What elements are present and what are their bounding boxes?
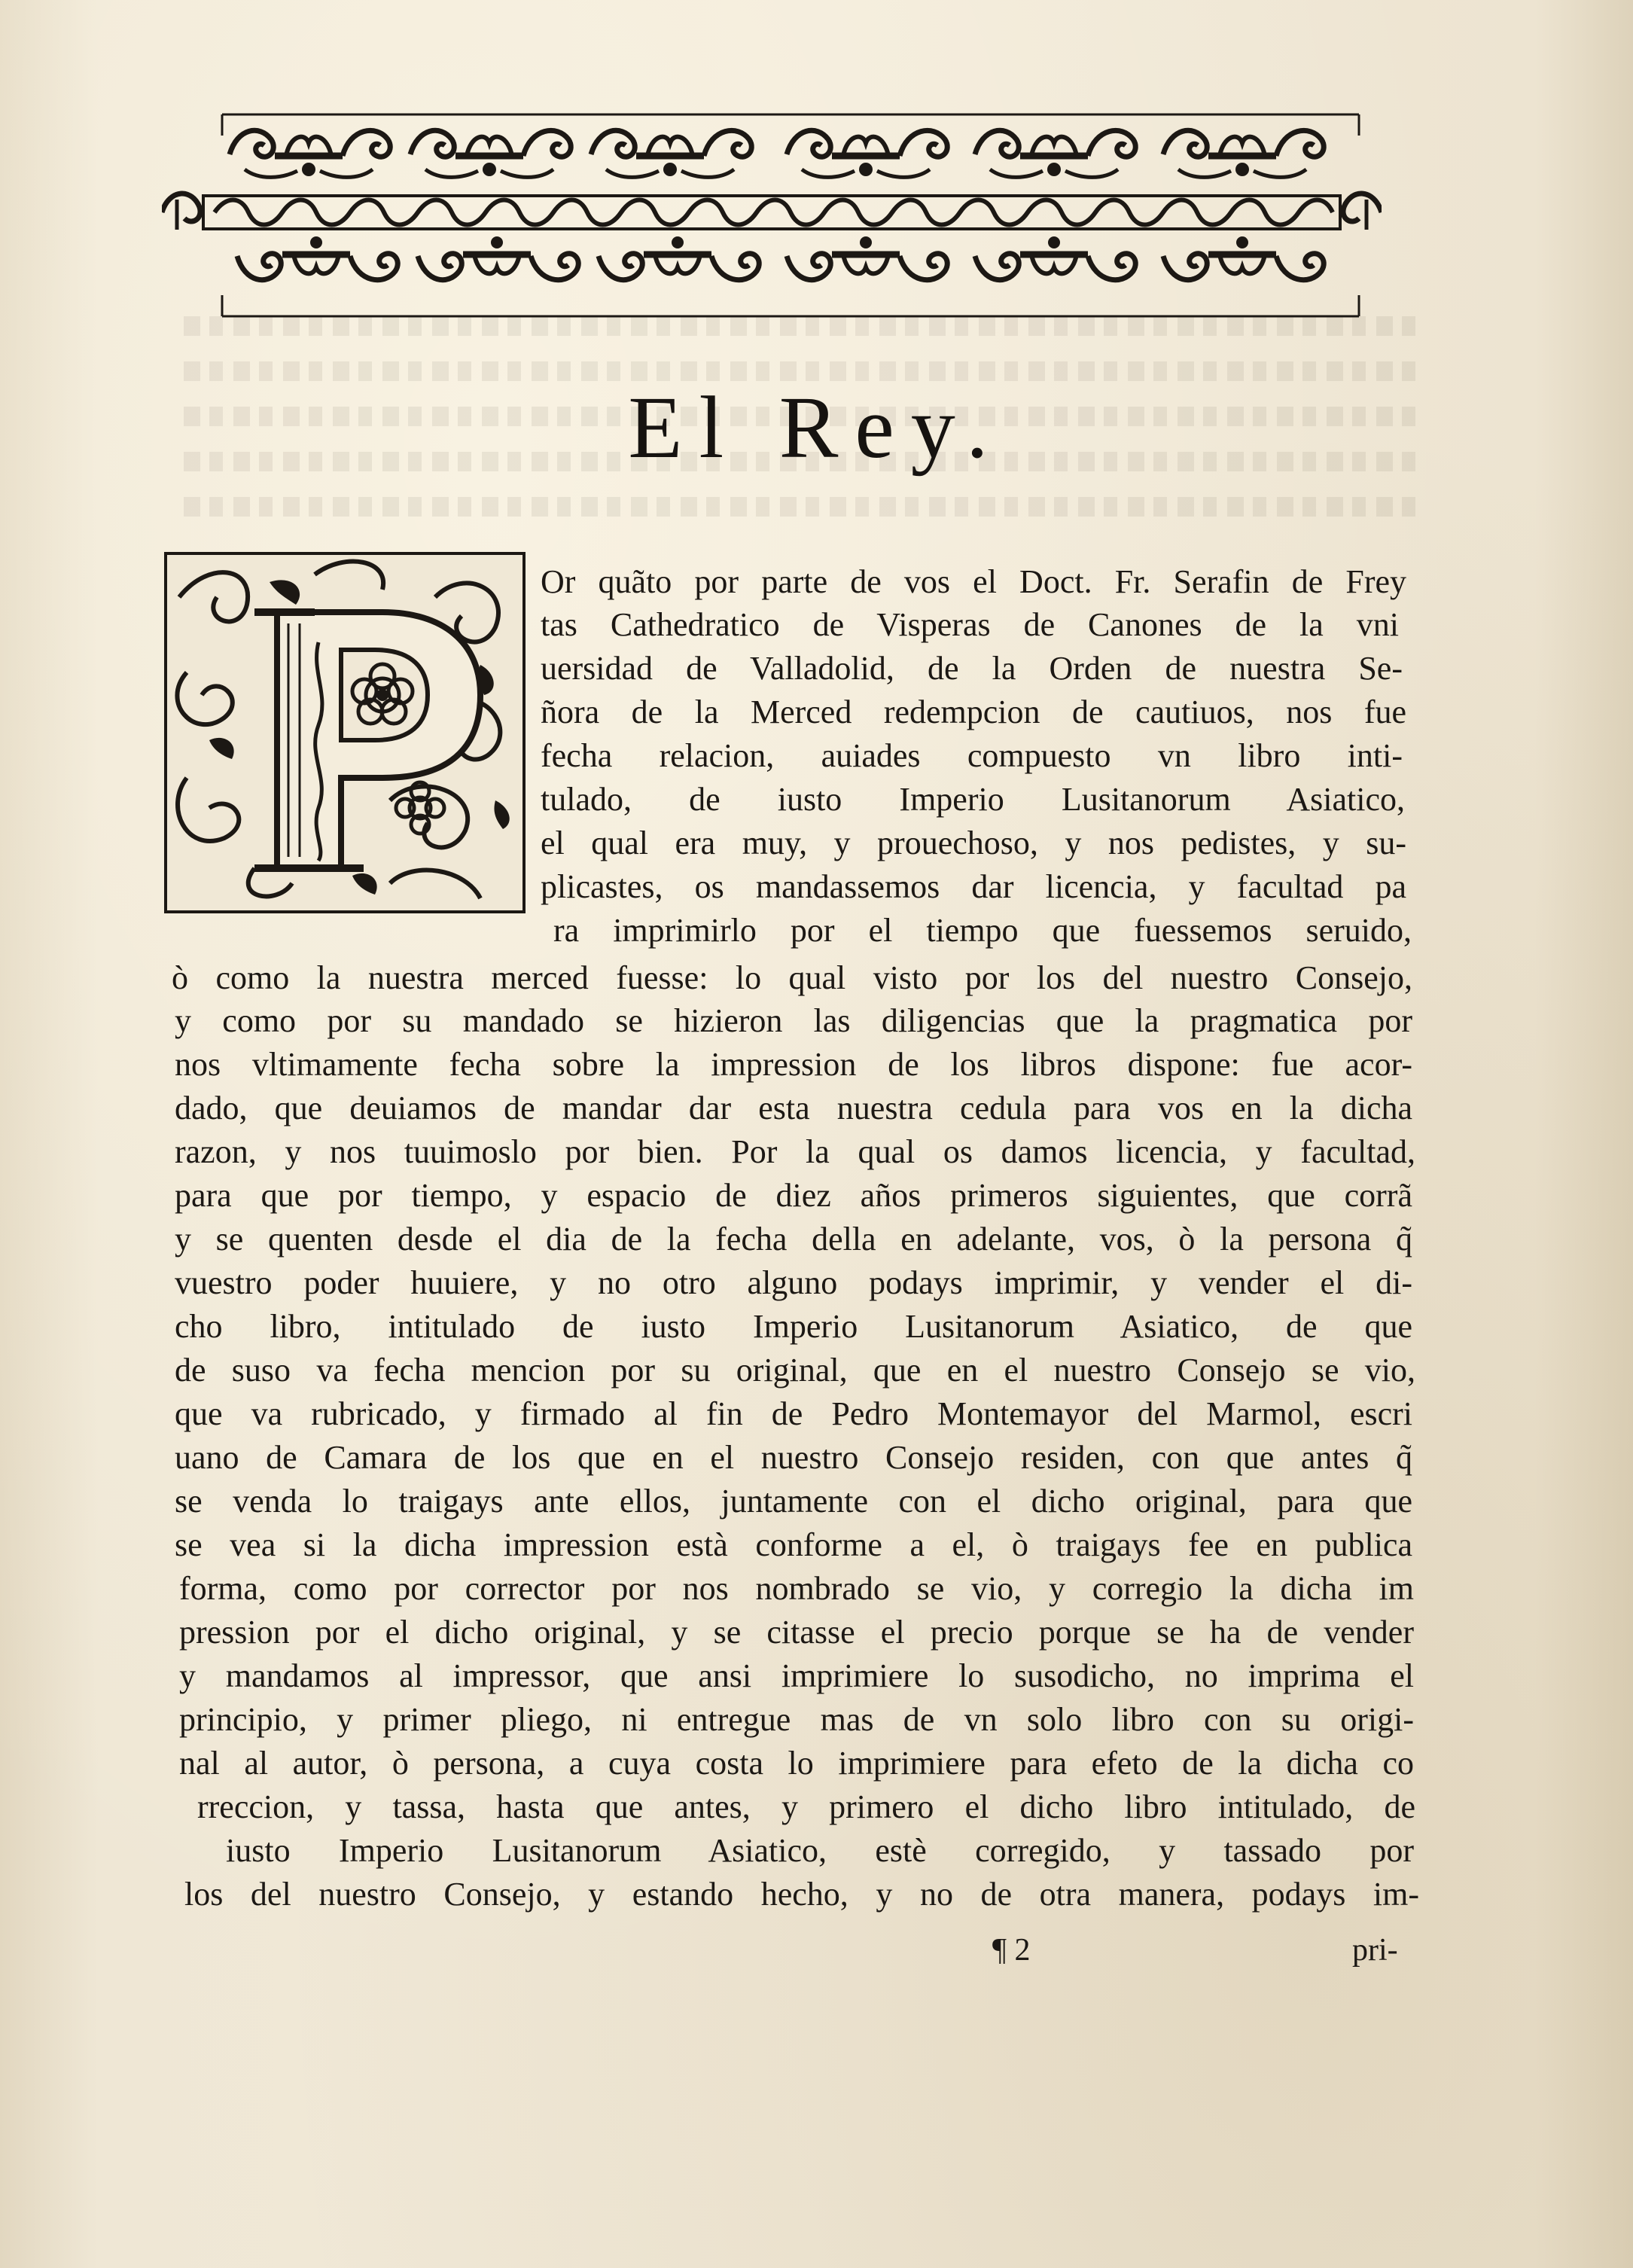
body-line-2: tas Cathedratico de Visperas de Canones de la vni — [541, 606, 1399, 643]
body-line-15: para que por tiempo, y espacio de diez años primeros siguientes, que corrã — [175, 1177, 1412, 1214]
body-line-4: ñora de la Merced redempcion de cautiuos, nos fue — [541, 694, 1406, 730]
body-line-24: forma, como por corrector por nos nombrado se vio, y corregio la dicha im — [179, 1570, 1414, 1607]
body-line-29: rreccion, y tassa, hasta que antes, y primero el dicho libro intitulado, de — [197, 1788, 1415, 1825]
signature-mark: ¶ 2 — [992, 1933, 1031, 1968]
body-line-10: ò como la nuestra merced fuesse: lo qual visto por los del nuestro Consejo, — [172, 959, 1412, 996]
body-line-26: y mandamos al impressor, que ansi imprimiere lo susodicho, no imprima el — [179, 1657, 1414, 1694]
body-line-14: razon, y nos tuuimoslo por bien. Por la qual os damos licencia, y facultad, — [175, 1133, 1415, 1170]
decorated-initial — [164, 552, 526, 913]
body-line-1: Or quãto por parte de vos el Doct. Fr. Serafin de Frey — [541, 563, 1406, 600]
body-line-9: ra imprimirlo por el tiempo que fuessemos seruido, — [553, 912, 1412, 949]
body-line-27: principio, y primer pliego, ni entregue mas de vn solo libro con su origi- — [179, 1701, 1414, 1738]
page-title: El Rey. — [628, 378, 1005, 477]
body-line-7: el qual era muy, y prouechoso, y nos pedistes, y su- — [541, 825, 1406, 861]
body-line-17: vuestro poder huuiere, y no otro alguno podays imprimir, y vender el di- — [175, 1264, 1412, 1301]
body-line-11: y como por su mandado se hizieron las diligencias que la pragmatica por — [175, 1002, 1412, 1039]
body-line-22: se venda lo traigays ante ellos, juntamente con el dicho original, para que — [175, 1483, 1412, 1520]
body-line-5: fecha relacion, auiades compuesto vn libro inti- — [541, 737, 1403, 774]
body-line-8: plicastes, os mandassemos dar licencia, y facultad pa — [541, 868, 1406, 905]
body-line-28: nal al autor, ò persona, a cuya costa lo imprimiere para efeto de la dicha co — [179, 1745, 1414, 1782]
body-line-23: se vea si la dicha impression està conforme a el, ò traigays fee en publica — [175, 1526, 1412, 1563]
body-line-18: cho libro, intitulado de iusto Imperio Lusitanorum Asiatico, de que — [175, 1308, 1412, 1345]
ornamental-headpiece — [162, 105, 1382, 324]
body-line-21: uano de Camara de los que en el nuestro Consejo residen, con que antes q̃ — [175, 1439, 1412, 1476]
body-line-31: los del nuestro Consejo, y estando hecho, y no de otra manera, podays im- — [184, 1876, 1419, 1913]
body-line-19: de suso va fecha mencion por su original, que en el nuestro Consejo se vio, — [175, 1352, 1415, 1389]
body-line-12: nos vltimamente fecha sobre la impression de los libros dispone: fue acor- — [175, 1046, 1412, 1083]
body-line-16: y se quenten desde el dia de la fecha della en adelante, vos, ò la persona q̃ — [175, 1221, 1412, 1257]
body-line-30: iusto Imperio Lusitanorum Asiatico, estè corregido, y tassado por — [226, 1832, 1414, 1869]
catchword: pri- — [1352, 1933, 1398, 1968]
body-line-13: dado, que deuiamos de mandar dar esta nuestra cedula para vos en la dicha — [175, 1090, 1412, 1126]
body-line-6: tulado, de iusto Imperio Lusitanorum Asiatico, — [541, 781, 1405, 818]
body-line-25: pression por el dicho original, y se citasse el precio porque se ha de vender — [179, 1614, 1414, 1651]
body-line-3: uersidad de Valladolid, de la Orden de nuestra Se- — [541, 650, 1403, 687]
body-line-20: que va rubricado, y firmado al fin de Pedro Montemayor del Marmol, escri — [175, 1395, 1412, 1432]
